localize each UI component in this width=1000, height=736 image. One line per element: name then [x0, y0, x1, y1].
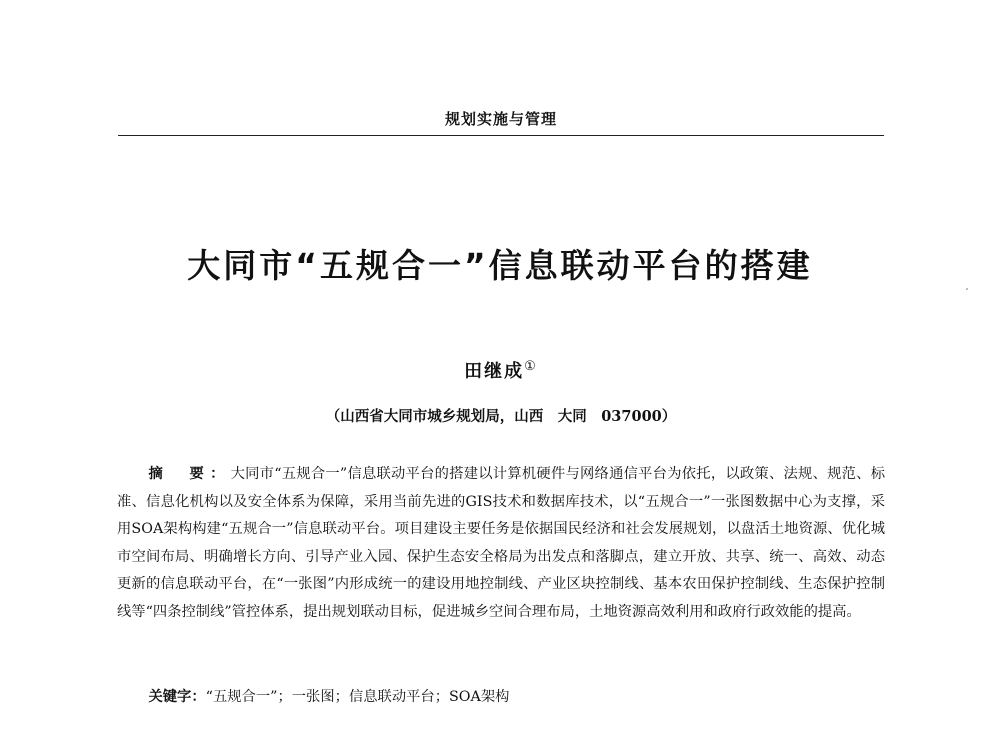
abstract-label: 摘 要	[148, 466, 211, 482]
header-rule	[118, 135, 884, 136]
author-name: 田继成	[464, 361, 525, 382]
abstract	[117, 461, 885, 627]
author-footnote-mark: ①	[524, 359, 536, 374]
keywords-colon: ：	[191, 689, 206, 705]
scan-speck	[966, 288, 968, 290]
keywords-label: 关键字	[148, 689, 192, 705]
keywords-text: “五规合一”；一张图；信息联动平台；SOA架构	[205, 689, 510, 705]
author-line	[300, 357, 700, 383]
abstract-colon: ：	[210, 466, 231, 482]
keywords	[117, 684, 885, 712]
affiliation: （山西省大同市城乡规划局，山西 大同 037000）	[325, 408, 677, 425]
running-header: 规划实施与管理	[444, 110, 557, 128]
abstract-text: 大同市“五规合一”信息联动平台的搭建以计算机硬件与网络通信平台为依托，以政策、法规、规范、标准、信息化机构以及安全体系为保障，采用当前先进的GIS技术和数据库技术，以“五规合一”一张图数据中心为支撑，采用SOA架构构建“五规合一”信息联动平台。项目建设主要任务是依据国民经济和社会发展规划，以盘活土地资源、优化城市空间布局、明确增长方向、引导产业入园、保护生态安全格局为出发点和落脚点，建立开放、共享、统一、高效、动态更新的信息联动平台，在“一张图”内形成统一的建设用地控制线、产业区块控制线、基本农田保护控制线、生态保护控制线等“四条控制线”管控体系，提出规划联动目标，促进城乡空间合理布局，土地资源高效利用和政府行政效能的提高。	[117, 466, 886, 620]
article-title: 大同市“五规合一”信息联动平台的搭建	[187, 246, 813, 285]
